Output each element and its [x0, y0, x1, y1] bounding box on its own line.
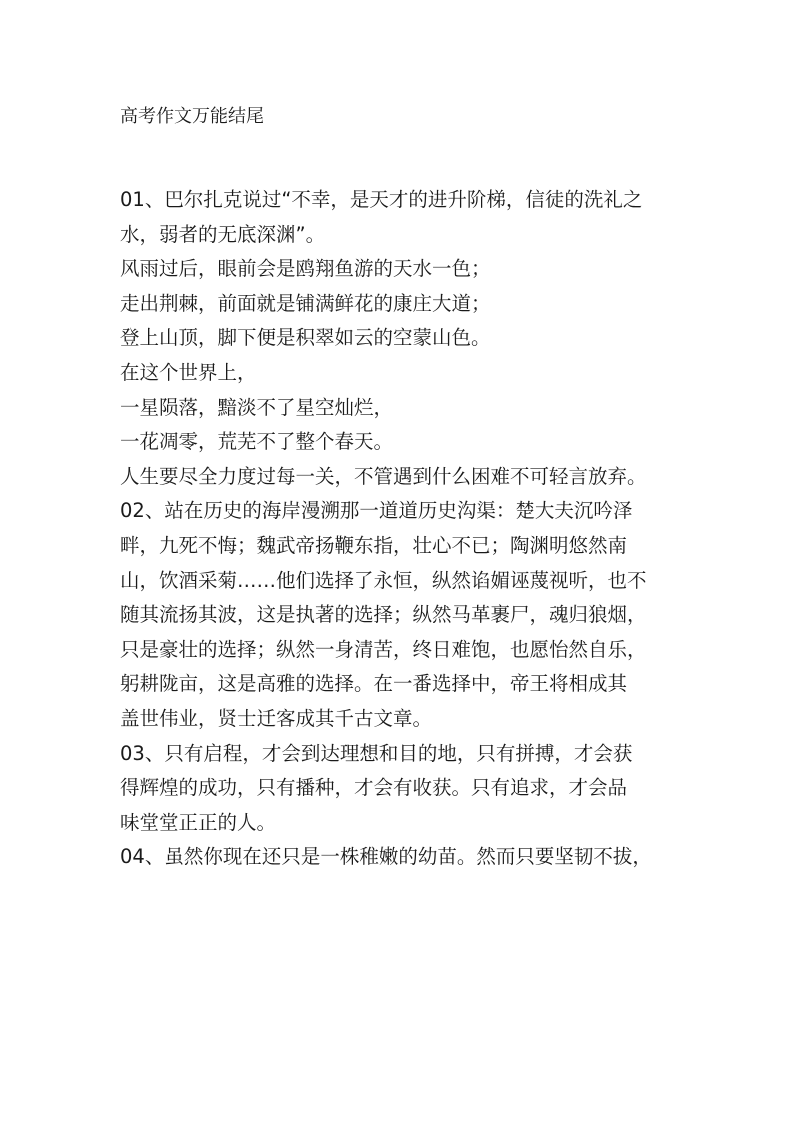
text-line: 随其流扬其波，这是执著的选择；纵然马革裹尸，魂归狼烟，: [120, 603, 647, 627]
text-line: 04、虽然你现在还只是一株稚嫩的幼苗。然而只要坚韧不拔，: [120, 845, 652, 869]
text-line: 在这个世界上，: [120, 360, 257, 384]
text-line: 一星陨落，黯淡不了星空灿烂，: [120, 395, 394, 419]
text-line: 得辉煌的成功，只有播种，才会有收获。只有追求，才会品: [120, 776, 628, 800]
text-line: 走出荆棘，前面就是铺满鲜花的康庄大道；: [120, 291, 491, 315]
document-body: [120, 187, 680, 879]
text-line: 一花凋零，荒芜不了整个春天。: [120, 430, 394, 454]
text-line: 风雨过后，眼前会是鸥翔鱼游的天水一色；: [120, 257, 491, 281]
text-line: 只是豪壮的选择；纵然一身清苦，终日难饱，也愿怡然自乐，: [120, 637, 647, 661]
text-line: 躬耕陇亩，这是高雅的选择。在一番选择中，帝王将相成其: [120, 672, 628, 696]
text-line: 山，饮酒采菊……他们选择了永恒，纵然谄媚诬蔑视听，也不: [120, 568, 647, 592]
text-line: 人生要尽全力度过每一关，不管遇到什么困难不可轻言放弃。: [120, 464, 647, 488]
text-line: 盖世伟业，贤士迁客成其千古文章。: [120, 706, 433, 730]
text-line: 01、巴尔扎克说过“不幸，是天才的进升阶梯，信徒的洗礼之: [120, 188, 643, 211]
text-line: 02、站在历史的海岸漫溯那一道道历史沟渠：楚大夫沉吟泽: [120, 499, 633, 523]
text-line: 03、只有启程，才会到达理想和目的地，只有拼搏，才会获: [120, 741, 633, 765]
text-line: 水，弱者的无底深渊”。: [120, 222, 326, 246]
text-line: 味堂堂正正的人。: [120, 810, 277, 834]
document-title: 高考作文万能结尾: [120, 106, 264, 127]
text-line: 登上山顶，脚下便是积翠如云的空蒙山色。: [120, 326, 491, 350]
text-line: 畔，九死不悔；魏武帝扬鞭东指，壮心不已；陶渊明悠然南: [120, 533, 628, 557]
